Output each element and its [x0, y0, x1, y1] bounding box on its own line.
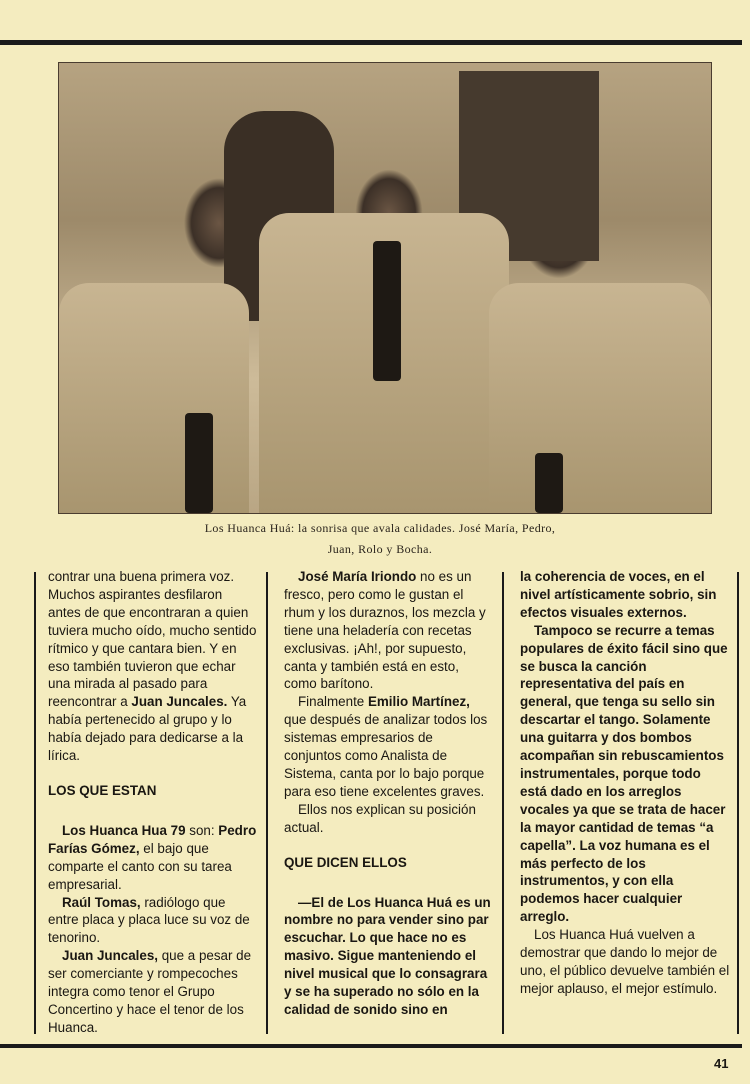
section-heading: LOS QUE ESTAN — [48, 782, 157, 798]
text: que a pesar de ser comerciante y rompecoches integra como tenor el Grupo Concertino y hace el tenor de los Huanca. — [48, 948, 252, 1035]
top-rule — [0, 40, 742, 45]
page-number: 41 — [714, 1056, 729, 1071]
group-photo — [58, 62, 712, 514]
paragraph — [48, 947, 258, 1037]
article-column-1 — [48, 568, 258, 1037]
name-highlight: José María Iriondo — [298, 569, 417, 584]
paragraph: Tampoco se recurre a temas populares de éxito fácil sino que se busca la canción representativa del país en general, que tenga su sello sin descartar el tango. Solamente una guitarra y dos bombos acompañan sin rebuscamientos instrumentales, porque todo está dado en los arreglos vocales ya que se trata de hacer la mayor cantidad de temas “a capella”. La voz humana es el más perfecto de los instrumentos, y con ella podemos hacer cualquier arreglo. — [520, 622, 728, 925]
article-column-3 — [520, 568, 730, 998]
name-highlight: Los Huanca Hua 79 — [62, 822, 186, 838]
caption-line-1: Los Huanca Huá: la sonrisa que avala calidades. José María, Pedro, — [204, 521, 556, 535]
article-column-2 — [284, 568, 493, 1019]
photo-suit-right — [489, 283, 711, 513]
text: contrar una buena primera voz. Muchos aspirantes desfilaron antes de que encontraran a quien tuviera mucho oído, mucho sentido rítmico y que cantara bien. Y en eso también tuvieron que echar una mirada al pasado para reencontrar a — [48, 569, 257, 710]
text: radiólogo que entre placa y placa luce su voz de tenorino. — [48, 894, 250, 946]
paragraph — [48, 568, 258, 765]
name-highlight: Raúl Tomas, — [62, 894, 141, 910]
paragraph: Ellos nos explican su posición actual. — [284, 801, 476, 835]
text: son: — [185, 822, 219, 838]
text: el bajo que comparte el canto con su tarea empresarial. — [48, 840, 232, 892]
name-highlight: Pedro Farías Gómez, — [48, 822, 257, 856]
column-rule-1 — [266, 572, 268, 1034]
paragraph — [48, 822, 258, 894]
column-rule-2 — [502, 572, 504, 1034]
text: no es un fresco, pero como le gustan el rhum y los duraznos, los mezcla y tiene una heladería con recetas exclusivas. ¡Ah!, por supuesto, canta y también está en esto, como barítono. — [284, 569, 486, 692]
name-highlight: Juan Juncales. — [131, 694, 228, 710]
photo-suit-left — [59, 283, 249, 513]
column-rule-right — [737, 572, 739, 1034]
photo-tie-left — [185, 413, 213, 513]
column-rule-left — [34, 572, 36, 1034]
text: Ya había pertenecido al grupo y lo había dejado para dedicarse a la lírica. — [48, 694, 247, 764]
photo-caption — [100, 518, 660, 560]
paragraph — [284, 568, 493, 693]
text: Finalmente — [298, 694, 368, 710]
section-heading: QUE DICEN ELLOS — [284, 854, 407, 870]
paragraph: Los Huanca Huá vuelven a demostrar que dando lo mejor de uno, el público devuelve también el mejor aplauso, el mejor estímulo. — [520, 927, 730, 996]
photo-tie-center — [373, 241, 401, 381]
paragraph — [284, 693, 493, 800]
paragraph — [48, 894, 258, 948]
name-highlight: Emilio Martínez, — [367, 694, 470, 710]
photo-tie-right — [535, 453, 563, 513]
name-highlight: Juan Juncales, — [62, 948, 159, 964]
paragraph: —El de Los Huanca Huá es un nombre no para vender sino par escuchar. Lo que hace no es masivo. Sigue manteniendo el nivel musical que lo consagrara y se ha superado no sólo en la calidad de sonido sino en — [284, 894, 491, 1017]
bottom-rule — [0, 1044, 742, 1048]
text: que después de analizar todos los sistemas empresarios de conjuntos como Analista de Sistema, canta por lo bajo porque para eso tiene excelentes graves. — [284, 712, 488, 799]
caption-line-2: Juan, Rolo y Bocha. — [327, 542, 433, 556]
paragraph: la coherencia de voces, en el nivel artísticamente sobrio, sin efectos visuales externos. — [520, 569, 717, 620]
